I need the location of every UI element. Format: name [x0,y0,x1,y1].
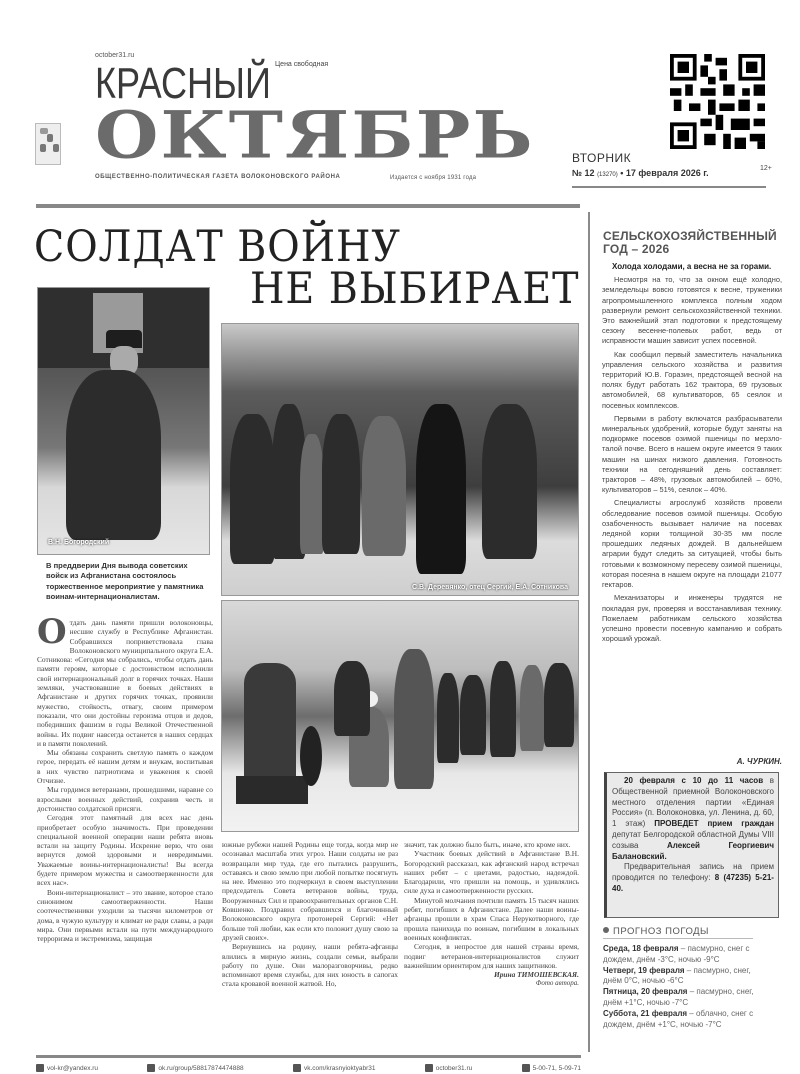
sidebar-paragraph: Как сообщил первый заместитель начальника управления сельского хозяйства и развития территорий Ю.В. Горазин, предстоящей весной на полях будут работать 162 трактора, 69 грузовых автомобилей, 68 культиваторов, 65 сеялок и посевных комплексов. [602,349,782,410]
newspaper-title-top: КРАСНЫЙ [95,59,271,108]
sidebar-intro: Холода холодами, а весна не за горами. [612,262,772,271]
sidebar-article [602,262,782,647]
weekday: ВТОРНИК [572,151,632,165]
sidebar-paragraph: Несмотря на то, что за окном ещё холодно, земледельцы вовсю готовятся к весне, труженики агропромышленного комплекса полным ходом развернули ремонт сельскохозяйственной техники. Это важнейший этап подготовки к предстоящему сезону весенне-полевых работ, ведь от исправности машин зависит успех посевной. [602,275,782,346]
weather-day-text: – пасмурно, снег, днём 0°С, ночью -6°С [603,965,751,986]
article-column-2 [222,840,398,989]
photo-caption: В.Н. Богородский [48,539,110,546]
sidebar-title: СЕЛЬСКОХОЗЯЙСТВЕННЫЙ ГОД – 2026 [603,229,777,256]
footer-email[interactable] [36,1062,98,1074]
article-headline-line1: СОЛДАТ ВОЙНУ [34,222,401,272]
weather-forecast [603,944,768,1030]
article-paragraph: Мы гордимся ветеранами, прошедшими, наравне со взрослыми военных действий, сохранив честь и достоинство солдатской присяги. [37,785,213,813]
footer-website[interactable] [425,1062,473,1074]
site-url[interactable]: october31.ru [95,52,135,59]
footer-ok-text: ok.ru/group/58817874474888 [158,1064,244,1072]
vk-icon [293,1064,301,1072]
drop-cap: О [37,612,67,652]
notice-time: 20 февраля с 10 до 11 часов [624,776,764,785]
footer-phone[interactable] [522,1062,581,1074]
article-paragraph: Вернувшись на родину, наши ребята-афганцы влились в мирную жизнь, создали семьи, выбрали работу по душе. Они малоразговорчивы, редко вспоминают время службы, для них юность в сапогах стала кровавой военной жатвой. Но, [222,942,398,989]
article-lead: В преддверии Дня вывода советских войск из Афганистана состоялось торжественное мероприятие у памятника воинам-интернационалистам. [46,561,204,602]
footer-divider [36,1055,581,1058]
divider [572,186,766,188]
sidebar-author: А. ЧУРКИН. [736,757,782,766]
weather-day [603,966,768,988]
sidebar-divider [588,212,590,1052]
divider [603,938,753,939]
email-icon [36,1064,44,1072]
article-paragraph: Участник боевых действий в Афганистане В.Н. Богородский рассказал, как афганский народ встречал наших ребят – с цветами, радостью, надеждой. Благодарили, что пришли на помощь, и удивлялись силе духа и самоотверженности русских. [404,849,579,896]
weather-day-text: – пасмурно, снег с дождем, днём -3°С, ночью -9°С [603,944,750,964]
photo-group-memorial[interactable] [221,323,579,596]
weather-day [603,944,768,966]
weather-heading-label: ПРОГНОЗ ПОГОДЫ [613,926,709,937]
odnoklassniki-icon [147,1064,155,1072]
newspaper-subtitle: ОБЩЕСТВЕННО-ПОЛИТИЧЕСКАЯ ГАЗЕТА ВОЛОКОНОВСКОГО РАЙОНА [95,174,341,180]
bullet-icon [603,927,609,933]
article-paragraph: тдать дань памяти пришли волоконовцы, несшие службу в Республике Афганистан. Собравшихся поприветствовала глава Волоконовского муниципального округа Е.А. Сотникова: «Сегодня мы собрались, чтобы отдать дань памяти героям, которые с достоинством исполнили свой интернациональный долг в горячих точках. Наши земляки, участвовавшие в боевых действиях в Афганистане и других горячих точках, проявили мужество, стойкость, отвагу, своим примером показали, что они достойны героизма отцов и дедов, победивших фашизм в годы Великой Отечественной войны. Их подвиг навсегда останется в наших сердцах и в памяти поколений. [37,618,214,748]
weather-day-name: Среда, 18 февраля [603,944,679,953]
notice-text: Предварительная запись на прием проводится по телефону: [612,862,774,883]
coat-of-arms-icon [35,123,61,165]
weather-day-text: – пасмурно, снег, днём +1°С, ночью -7°С [603,987,754,1007]
notice-text: в Общественной приемной Волоконовского местного отделения партии «Единая Россия» (п. Волоконовка, ул. Ленина, д. 60, 1 этаж) [612,776,774,829]
photo-credit: Фото автора. [535,979,579,988]
sidebar-paragraph: Специалисты агрослужб хозяйств провели обследование посевов озимой пшеницы. Особую озабоченность вызывает наличие на посевах ледяной корки толщиной 30-35 мм после прошедших ледяных дождей. В дальнейшем аграрии будут следить за ситуацией, чтобы быть готовыми к возможному пересеву озимой пшеницы, которая посеяна в нашем округе на площади 21077 гектаров. [602,498,782,590]
weather-day [603,1009,768,1031]
qr-code-icon[interactable] [670,54,765,149]
article-paragraph: южные рубежи нашей Родины еще тогда, когда мир не осознавал масштаба этих угроз. Наши солдаты не раз возвращали мир туда, где его пытались разрушить, оставаясь и свою землю при любой попытке посягнуть на нее. Именно это подчеркнул в своем выступлении председатель Совета ветеранов войны, труда, Вооруженных Сил и правоохранительных органов С.Н. Ковшенко. Поздравил собравшихся и благочинный Волоконовского округа протоиерей Сергий: «Нет больше той любви, как если кто положит душу свою за друзей своих». [222,840,398,942]
notice-phone[interactable]: 8 (47235) 5-21-40. [612,873,774,893]
article-author: Ирина ТИМОШЕВСКАЯ. [493,970,579,980]
photo-caption: С.В. Деревянко, отец Сергий, Е.А. Сотникова [412,584,568,591]
photo-wreath-laying[interactable] [221,600,579,832]
footer-vk-text: vk.com/krasnyioktyabr31 [303,1064,376,1072]
article-paragraph: Минутой молчания почтили память 15 тысяч наших ребят, погибших в Афганистане. Далее наши воины-афганцы прошли в храм Спаса Нерукотворного, где прошла панихида по воинам, погибшим в локальных военных конфликтах. [404,895,579,942]
article-paragraph: Сегодня, в непростое для нашей страны время, подвиг ветеранов-интернационалистов служит важнейшим ориентиром для наших защитников. [404,942,579,970]
sidebar-paragraph: Первыми в работу включатся разбрасыватели минеральных удобрений, которые будут заняты на подкормке посевов озимой пшеницы по мерзло-талой почве. Всего в нашем округе имеется 9 таких машин на шинах низкого давления. Готовность техники на сегодняшний день составляет: тракторов – 48%, грузовых автомобилей – 60%, культиваторов – 51%, сеялок – 40%. [602,413,782,495]
footer-odnoklassniki[interactable] [147,1062,243,1074]
website-icon [425,1064,433,1072]
issue-number: № 12 [572,168,595,178]
weather-day-text: – облачно, снег с дождем, днём +1°С, ночью -7°С [603,1008,754,1029]
masthead [0,0,800,210]
article-column-1 [37,612,214,944]
article-headline-line2: НЕ ВЫБИРАЕТ [250,264,580,314]
phone-icon [522,1064,530,1072]
article-paragraph: Воин-интернационалист – это звание, которое стало синонимом самоотверженности. Наши соотечественники уходили за тысячи километров от дома, в чужую культуру и климат не ради славы, а ради мира. Они первыми встали на пути международного терроризма и экстремизма, защищая [37,887,213,944]
footer-contacts [36,1062,581,1074]
article-paragraph: Сегодня этот памятный для всех нас день приобретает особую значимость. При проведении специальной военной операции наши ребята вновь встали на защиту Родины. Искренне верю, что они вернутся домой здоровыми и невредимыми. Уважаемые воины-интернационалисты! Вы всегда будете примером мужества и самоотверженности для всех нас». [37,813,213,888]
sidebar-paragraph: Механизаторы и инженеры трудятся не покладая рук, проверяя и восстанавливая технику. Пожелаем работникам сельского хозяйства успешно провести посевную кампанию и собрать хороший урожай. [602,593,782,644]
footer-email-text: vol-kr@yandex.ru [47,1064,99,1072]
photo-veteran-speaking[interactable] [37,287,210,555]
notice-verb: ПРОВЕДЕТ прием граждан [654,819,774,829]
weather-heading [603,926,709,937]
issue-info [572,168,709,178]
article-paragraph: Мы обязаны сохранить светлую память о каждом герое, передать её нашим детям и внукам, воспитывая в них чувство патриотизма и уважения к своей Отчизне. [37,748,213,786]
newspaper-title-main: ОКТЯБРЬ [95,96,535,173]
age-rating: 12+ [760,165,772,172]
weather-day-name: Четверг, 19 февраля [603,965,685,975]
issue-date: • 17 февраля 2026 г. [620,168,709,178]
weather-day-name: Пятница, 20 февраля [603,987,688,997]
divider [36,204,580,208]
footer-phone-text: 5-00-71, 5-09-71 [532,1064,581,1072]
footer-website-text: october31.ru [435,1064,473,1072]
notice-person: Алексей Георгиевич Балановский. [612,840,774,861]
price-label: Цена свободная [275,61,329,68]
issue-total: (13270) [597,172,618,178]
article-column-3 [404,840,579,989]
weather-day-name: Суббота, 21 февраля [603,1008,688,1018]
reception-notice-box [604,772,779,918]
weather-day [603,987,768,1009]
footer-vk[interactable] [293,1062,376,1074]
founded-note: Издается с ноября 1931 года [390,175,477,181]
article-paragraph: значит, так должно было быть, иначе, кто кроме них. [404,840,571,849]
notice-text: депутат Белгородской областной Думы VIII созыва [612,829,774,850]
